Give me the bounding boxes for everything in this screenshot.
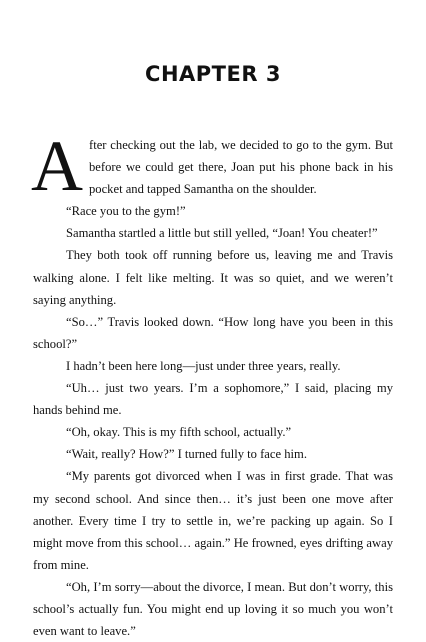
paragraph-7: “Uh… just two years. I’m a sophomore,” I said, placing my hands behind me. [33, 381, 393, 418]
paragraph-5: “So…” Travis looked down. “How long have you been in this school?” [33, 314, 393, 351]
chapter-body [31, 126, 393, 642]
paragraph-2: “Race you to the gym!” [66, 204, 186, 219]
paragraph-3: Samantha startled a little but still yelled, “Joan! You cheater!” [66, 226, 378, 241]
paragraph-6: I hadn’t been here long—just under three years, really. [66, 358, 341, 373]
paragraph-10: “My parents got divorced when I was in first grade. That was my second school. And since then… it’s just been one move after another. Every time I try to settle in, we’re packing up again. So I might move from this school… again.” He frowned, eyes drifting away from mine. [33, 469, 393, 572]
paragraph-11: “Oh, I’m sorry—about the divorce, I mean. But don’t worry, this school’s actually fun. You might end up loving it so much you won’t even want to leave.” [33, 579, 393, 639]
chapter-title: CHAPTER 3 [145, 62, 281, 86]
paragraph-1 [31, 126, 393, 206]
paragraph-1-text: fter checking out the lab, we decided to go to the gym. But before we could get there, Joan put his phone back in his pocket and tapped Samantha on the shoulder. [89, 138, 393, 197]
paragraph-8: “Oh, okay. This is my fifth school, actually.” [66, 425, 292, 440]
paragraph-9: “Wait, really? How?” I turned fully to face him. [66, 447, 307, 462]
drop-cap-letter: A [31, 126, 83, 206]
paragraph-4: They both took off running before us, leaving me and Travis walking alone. I felt like melting. It was so quiet, and we weren’t saying anything. [33, 248, 393, 307]
